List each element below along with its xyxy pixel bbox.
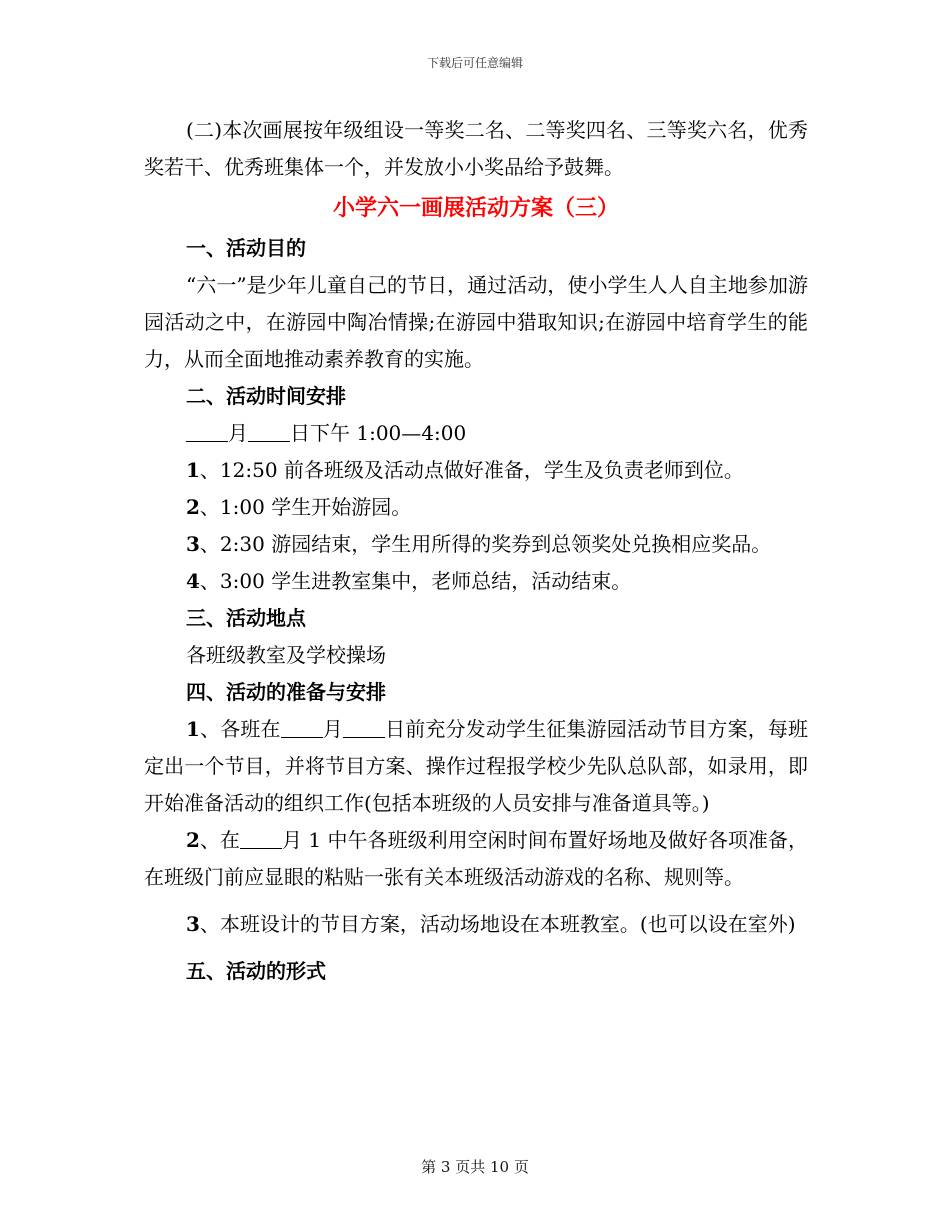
preparation-paragraph-2 — [144, 822, 808, 896]
preparation-paragraph-3 — [144, 906, 808, 943]
schedule-item — [144, 526, 808, 563]
text-run: 、在 — [199, 828, 240, 852]
section-heading-schedule: 二、活动时间安排 — [186, 384, 346, 408]
item-number: 2 — [186, 495, 200, 519]
item-text: 、12:50 前各班级及活动点做好准备，学生及负责老师到位。 — [199, 458, 744, 482]
spacer — [144, 896, 808, 906]
preparation-paragraph-1 — [144, 711, 808, 822]
item-number: 2 — [186, 828, 200, 852]
purpose-paragraph: “六一”是少年儿童自己的节日，通过活动，使小学生人人自主地参加游园活动之中，在游园中陶冶情操;在游园中猎取知识;在游园中培育学生的能力，从而全面地推动素养教育的实施。 — [144, 273, 808, 371]
section-heading-purpose: 一、活动目的 — [186, 236, 306, 260]
text-run: 、本班设计的节目方案，活动场地设在本班教室。(也可以设在室外) — [199, 912, 796, 936]
intro-paragraph: (二)本次画展按年级组设一等奖二名、二等奖四名、三等奖六名，优秀奖若干、优秀班集体一个，并发放小小奖品给予鼓舞。 — [144, 118, 808, 179]
section-heading-preparation: 四、活动的准备与安排 — [186, 680, 386, 704]
item-number: 1 — [186, 717, 200, 741]
schedule-item — [144, 563, 808, 600]
document-title: 小学六一画展活动方案（三） — [332, 196, 619, 221]
section-heading-format: 五、活动的形式 — [186, 959, 326, 983]
time-rest: 日下午 1:00—4:00 — [290, 421, 467, 445]
text-run: 、各班在 — [199, 717, 281, 741]
blank-underline — [240, 830, 282, 849]
schedule-item — [144, 452, 808, 489]
time-month: 月 — [228, 421, 248, 445]
item-number: 4 — [186, 569, 200, 593]
blank-underline — [186, 423, 228, 442]
location-text: 各班级教室及学校操场 — [186, 643, 386, 667]
item-text: 、3:00 学生进教室集中，老师总结，活动结束。 — [199, 569, 632, 593]
section-heading-location: 三、活动地点 — [186, 606, 306, 630]
item-text: 、2:30 游园结束，学生用所得的奖券到总领奖处兑换相应奖品。 — [199, 532, 772, 556]
blank-underline — [281, 719, 323, 738]
document-body — [144, 112, 808, 990]
blank-underline — [343, 719, 385, 738]
item-text: 、1:00 学生开始游园。 — [199, 495, 412, 519]
item-number: 1 — [186, 458, 200, 482]
page-footer: 第 3 页共 10 页 — [421, 1158, 529, 1176]
schedule-item — [144, 489, 808, 526]
item-number: 3 — [186, 912, 200, 936]
schedule-time-line — [144, 415, 808, 452]
blank-underline — [248, 423, 290, 442]
spacer — [144, 943, 808, 953]
header-note: 下载后可任意编辑 — [426, 56, 523, 70]
text-run: 月 1 中午各班级利用空闲时间布置好场地及做好各项准备，在班级门前应显眼的粘贴一张有关本班级活动游戏的名称、规则等。 — [144, 828, 808, 889]
text-run: 日前充分发动学生征集游园活动节目方案，每班定出一个节目，并将节目方案、操作过程报学校少先队总队部，如录用，即开始准备活动的组织工作(包括本班级的人员安排与准备道具等。) — [144, 717, 809, 815]
item-number: 3 — [186, 532, 200, 556]
text-run: 月 — [322, 717, 343, 741]
